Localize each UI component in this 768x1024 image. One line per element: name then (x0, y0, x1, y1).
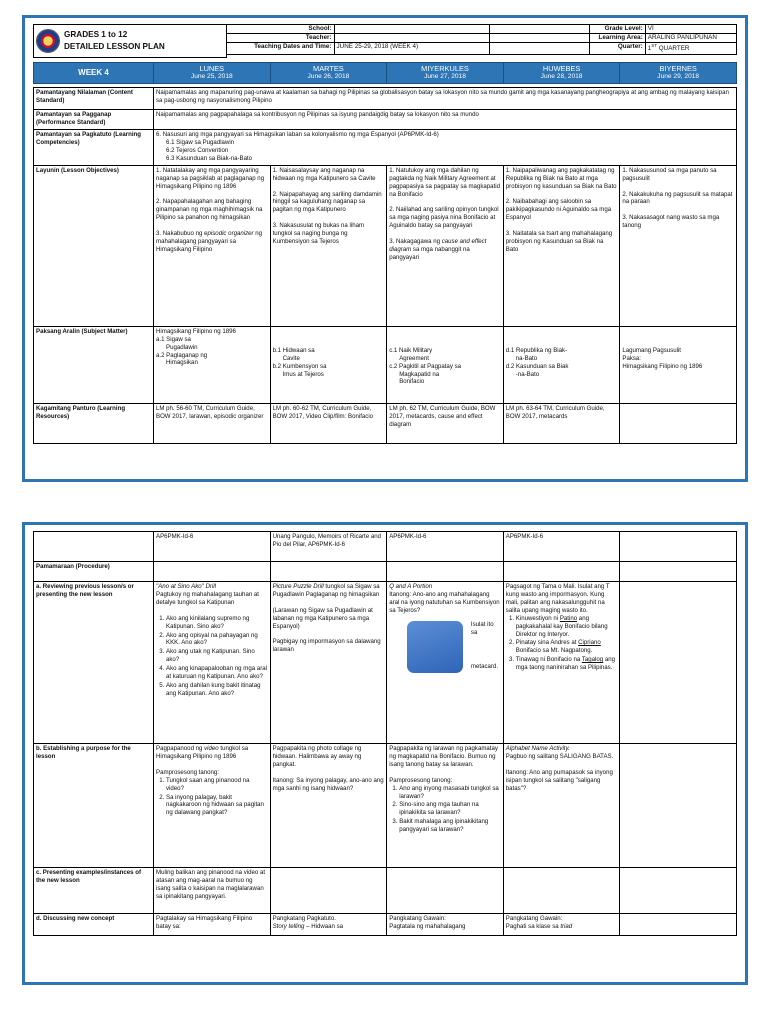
objectives-tuesday: 1. Naisasalaysay ang naganap na hidwaan ng mga Katipunero sa Cavite 2. Naipapahayag ang sariling damdamin hinggil sa kaguluhang naganap sa pagitan ng mga Katipunero 3. Nakasusulat ng bukas na liham tungkol sa naging bunga ng Kumbensiyon sa Tejeros (270, 165, 387, 326)
objectives-label: Layunin (Lesson Objectives) (34, 165, 154, 326)
procedure-label: Pamamaraan (Procedure) (34, 562, 154, 582)
purpose-wednesday: Pagpapakita ng larawan ng pagkamatay ng magkapatid na Bonifacio. Bumuo ng isang tanong batay sa larawan. Pamprosesong tanong: 1. Ano ang inyong masasabi tungkol sa larawan? 2. Sino-sino ang mga tauhan na ipinakikita sa larawan? 3. Bakit mahalaga ang ipinakikitang pangyayari sa larawan? (387, 744, 504, 868)
header-table (33, 24, 737, 58)
resources-tuesday: LM ph. 60-62 TM, Curriculum Guide, BOW 2017, Video Clip/film: Bonifacio (270, 403, 387, 443)
concept-monday: Pagtalakay sa Himagsikang Filipino batay sa: (154, 914, 271, 936)
concept-wednesday: Pangkatang Gawain: Pagtatala ng mahahalagang (387, 914, 504, 936)
lesson-plan-page-2 (22, 522, 748, 985)
teacher-value (334, 34, 490, 43)
resources-wednesday: LM ph. 62 TM, Curriculum Guide, BOW 2017, metacards, cause and effect diagram (387, 403, 504, 443)
objectives-monday: 1. Natatalakay ang mga pangyayaring naganap sa pagsiklab at paglaganap ng Himagsikang Pilipino ng 1896 2. Napapahalagahan ang bahaging ginampanan ng mga maghihimagsik na Pilipino sa panahon ng himagsikan 3. Nakabubuo ng episodic organizer ng mahahalagang pangyayari sa Himagsikang Filipino (154, 165, 271, 326)
competency-main: 6. Nasusuri ang mga pangyayari sa Himagsikan laban sa kolonyalismo ng mga Espanyol (AP6PMK-Id-6) (156, 130, 439, 138)
presenting-examples-label: c. Presenting examples/instances of the new lesson (34, 868, 154, 914)
processing-questions (399, 785, 501, 835)
list-item: 5. Ako ang dahilan kung bakit itinatag ang Katipunan. Ano ako? (166, 682, 268, 698)
objectives-friday: 1. Nakasusunod sa mga panuto sa pagsusulit 2. Nakakukuha ng pagsusulit sa matapat na paraan 3. Nakasasagot nang wasto sa mga tanong (620, 165, 737, 326)
subject-matter-label: Paksang Aralin (Subject Matter) (34, 326, 154, 403)
day-tuesday: MARTES June 26, 2018 (270, 62, 387, 83)
area-value: ARALING PANLIPUNAN (645, 34, 736, 43)
header-title-cell (34, 25, 227, 58)
competencies-label: Pamantayan sa Pagkatuto (Learning Competencies) (34, 129, 154, 165)
week-label: WEEK 4 (34, 62, 154, 83)
purpose-monday: Pagpapanood ng video tungkol sa Himagsikang Pilipino ng 1896 Pamprosesong tanong: 1. Tungkol saan ang pinanood na video? 2. Sa inyong palagay, bakit nagkakaroon ng hidwaan sa pagitan ng dalawang pangkat? (154, 744, 271, 868)
subject-friday: Lagumang Pagsusulit Paksa: Himagsikang Filipino ng 1896 (620, 326, 737, 403)
list-item: 2. Sa inyong palagay, bakit nagkakaroon ng hidwaan sa pagitan ng dalawang pangkat? (166, 794, 268, 818)
school-value (334, 25, 490, 34)
review-thursday: Pagsagot ng Tama o Mali. Isulat ang T kung wasto ang impormasyon. Kung mali, palitan ang nakasalungguhit na salita upang maging wasto ito. 1. Kinuwestiyon ni Patino ang pagkakahalal kay Bonifacio bilang Direktor ng Interyor. 2. Pinatay sina Andres at Cipriano Bonifacio sa Mt. Nagpatong. 3. Tinawag ni Bonifacio na Tagalog ang mga taong naninirahan sa Pilipinas. (503, 582, 620, 744)
teacher-label: Teacher: (227, 34, 334, 43)
review-wednesday: Q and A Portion Itanong: Ano-ano ang mahahalagang aral na iyong natutuhan sa Kumbensiyon sa Tejeros? Isulat ito sa metacard. (387, 582, 504, 744)
competencies-cell (154, 129, 737, 165)
day-thursday: HUWEBES June 28, 2018 (503, 62, 620, 83)
true-false-list (516, 615, 618, 672)
list-item: 1. Tungkol saan ang pinanood na video? (166, 777, 268, 793)
purpose-label: b. Establishing a purpose for the lesson (34, 744, 154, 868)
list-item: 3. Bakit mahalaga ang ipinakikitang pangyayari sa larawan? (399, 818, 501, 834)
performance-standard-text: Naipamamalas ang pagpapahalaga sa kontribusyon ng Pilipinas sa isyung pandaigdig batay sa lokasyon nito sa mundo (154, 109, 737, 129)
review-tuesday: Picture Puzzle Drill tungkol sa Sigaw sa Pugadlawin Paglaganap ng himagsikan (Larawan ng Sigaw sa Pugadlawin at labanan ng mga Katipunero sa mga Espanyol) Pagbigay ng impormasyon sa dalawang larawan (270, 582, 387, 744)
deped-seal-icon (36, 29, 60, 53)
performance-standard-label: Pamantayan sa Pagganap (Performance Standard) (34, 109, 154, 129)
examples-monday: Muling balikan ang pinanood na video at atasan ang mag-aaral na bumuo ng isang salita o kaisipan na maglalarawan sa ipinakitang pangyayari. (154, 868, 271, 914)
area-label: Learning Area: (589, 34, 645, 43)
resources-thursday: LM ph. 63-64 TM, Curriculum Guide, BOW 2017, metacards (503, 403, 620, 443)
list-item: 2. Ako ang opisyal na pahayagan ng KKK. Ano ako? (166, 632, 268, 648)
competency-item: 6.1 Sigaw sa Pugadlawin (166, 138, 235, 146)
purpose-thursday: Alphabet Name Activity. Pagbuo ng salitang SALIGANG BATAS. Itanong: Ano ang pumapasok sa inyong isipan tungkol sa salitang "saligang batas"? (503, 744, 620, 868)
list-item: 1. Ano ang inyong masasabi tungkol sa larawan? (399, 785, 501, 801)
list-item: 3. Tinawag ni Bonifacio na Tagalog ang mga taong naninirahan sa Pilipinas. (516, 656, 618, 672)
content-standard-label: Pamantayang Nilalaman (Content Standard) (34, 87, 154, 109)
list-item: 4. Ako ang kinapapalooban ng mga aral at katuruan ng Katipunan. Ano ako? (166, 665, 268, 681)
competency-item: 6.2 Tejeros Convention (166, 146, 229, 154)
competency-item: 6.3 Kasunduan sa Biak-na-Bato (166, 154, 253, 162)
doc-title-line2: DETAILED LESSON PLAN (64, 41, 165, 51)
content-standard-text: Naipamamalas ang mapanuring pag-unawa at kaalaman sa bahagi ng Pilipinas sa globalisasyon batay sa lokasyon nito sa mundo gamit ang mga kasanayang pangheograpiya at ang ambag ng malayang kaisipan sa pag-usbong ng nasyonalismong Pilipino (154, 87, 737, 109)
concept-tuesday: Pangkatang Pagkatuto. Story telling – Hidwaan sa (270, 914, 387, 936)
grade-label: Grade Level: (589, 25, 645, 34)
processing-questions (166, 777, 268, 818)
list-item: 3. Ako ang utak ng Katipunan. Sino ako? (166, 648, 268, 664)
list-item: 2. Sino-sino ang mga tauhan na ipinakikita sa larawan? (399, 801, 501, 817)
dates-label: Teaching Dates and Time: (227, 43, 334, 54)
new-concept-label: d. Discussing new concept (34, 914, 154, 936)
list-item: 2. Pinatay sina Andres at Cipriano Bonifacio sa Mt. Nagpatong. (516, 639, 618, 655)
lesson-plan-table-1 (33, 87, 737, 444)
reviewing-lesson-label: a. Reviewing previous lesson/s or presenting the new lesson (34, 582, 154, 744)
review-monday: "Ano at Sino Ako" Drill Pagtukoy ng mahahalagang tauhan at detalye tungkol sa Katipunan 1. Ako ang kinilalang supremo ng Katipunan. Sino ako? 2. Ako ang opisyal na pahayagan ng KKK. Ano ako? 3. Ako ang utak ng Katipunan. Sino ako? 4. Ako ang kinapapalooban ng mga aral at katuruan ng Katipunan. Ano ako? 5. Ako ang dahilan kung bakit itinatag ang Katipunan. Ano ako? (154, 582, 271, 744)
metacard-shape (407, 621, 463, 673)
quarter-value: 1ST QUARTER (645, 43, 736, 54)
doc-title-line1: GRADES 1 to 12 (64, 29, 128, 39)
dates-value: JUNE 25-29, 2018 (WEEK 4) (334, 43, 490, 54)
concept-thursday: Pangkatang Gawain: Paghati sa klase sa triad (503, 914, 620, 936)
lesson-plan-table-2 (33, 531, 737, 936)
code-thursday: AP6PMK-Id-6 (503, 532, 620, 562)
subject-wednesday: c.1 Naik Military Agreement c.2 Pagkitil at Pagpatay sa Magkapatid na Bonifacio (387, 326, 504, 403)
code-tuesday: Unang Pangulo, Memoirs of Ricarte and Pio del Pilar, AP6PMK-Id-6 (270, 532, 387, 562)
objectives-thursday: 1. Naipapaliwanag ang pagkakatatag ng Republika ng Biak na Bato at mga probisyon ng kasunduan sa Biak na Bato 2. Naibabahagi ang saloobin sa pakikipagkasundo ni Aguinaldo sa mga Espanyol 3. Naitatala sa tsart ang mahahalagang probisyon ng Kasunduan sa Biak na Bato (503, 165, 620, 326)
school-label: School: (227, 25, 334, 34)
list-item: 1. Ako ang kinilalang supremo ng Katipunan. Sino ako? (166, 615, 268, 631)
grade-value: VI (645, 25, 736, 34)
drill-question-list (166, 615, 268, 698)
list-item: 1. Kinuwestiyon ni Patino ang pagkakahalal kay Bonifacio bilang Direktor ng Interyor. (516, 615, 618, 639)
subject-thursday: d.1 Republika ng Biak- na-Bato d.2 Kasunduan sa Biak -na-Bato (503, 326, 620, 403)
day-monday: LUNES June 25, 2018 (154, 62, 271, 83)
purpose-tuesday: Pagpapakita ng photo collage ng hidwaan. Halimbawa ay away ng pangkat. Itanong: Sa inyong palagay, ano-ano ang mga sanhi ng isang hidwaan? (270, 744, 387, 868)
quarter-label: Quarter: (589, 43, 645, 54)
resources-monday: LM ph. 56-60 TM, Curriculum Guide, BOW 2017, larawan, episodic organizer (154, 403, 271, 443)
day-friday: BIYERNES June 29, 2018 (620, 62, 737, 83)
subject-monday: Himagsikang Filipino ng 1896 a.1 Sigaw sa Pugadlawin a.2 Paglaganap ng Himagsikan (154, 326, 271, 403)
resources-label: Kagamitang Panturo (Learning Resources) (34, 403, 154, 443)
code-monday: AP6PMK-Id-6 (154, 532, 271, 562)
code-wednesday: AP6PMK-Id-6 (387, 532, 504, 562)
objectives-wednesday: 1. Natutukoy ang mga dahilan ng pagtakda ng Naik Military Agreement at pagpapasiya sa pagpatay sa magkapatid na Bonifacio 2. Naiilahad ang sariling opinyon tungkol sa mga naging pasiya nina Bonifacio at Aguinaldo batay sa pangyayari 3. Nakagagawa ng cause and effect diagram sa mga nabanggit na pangyayari (387, 165, 504, 326)
day-wednesday: MIYERKULES June 27, 2018 (387, 62, 504, 83)
subject-tuesday: b.1 Hidwaan sa Cavite b.2 Kumbensyon sa Imus at Tejeros (270, 326, 387, 403)
day-header-row (33, 62, 737, 84)
lesson-plan-page-1 (22, 15, 748, 482)
resources-friday (620, 403, 737, 443)
